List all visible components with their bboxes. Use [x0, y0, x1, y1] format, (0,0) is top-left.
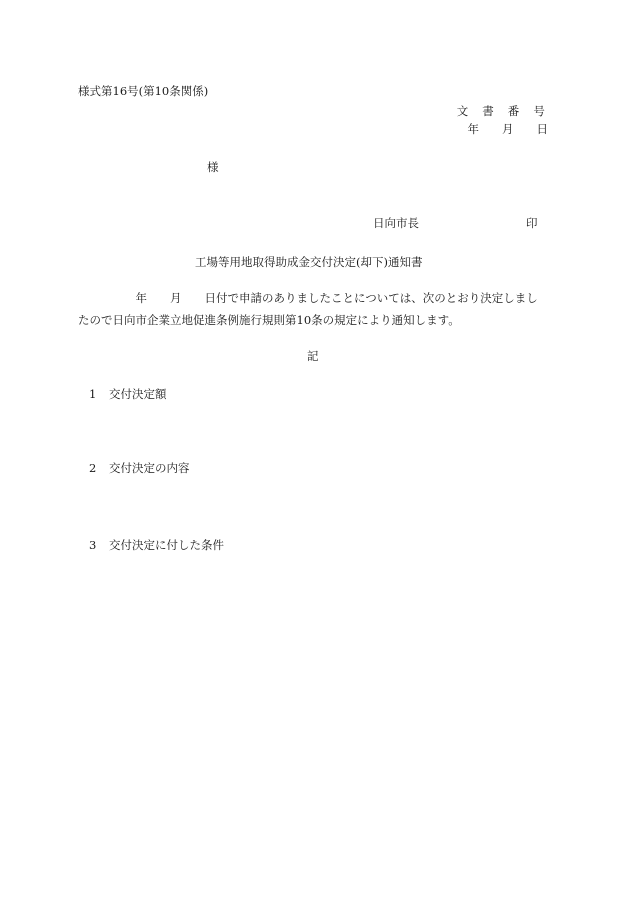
item-label: 交付決定の内容 [108, 461, 190, 475]
item-3 [89, 540, 224, 552]
body-line-2: たので日向市企業立地促進条例施行規則第10条の規定により通知します。 [78, 313, 460, 327]
item-1 [89, 389, 166, 401]
body-line-1: 年 月 日付で申請のありましたことについては、次のとおり決定しまし [78, 291, 538, 305]
ki-heading: 記 [307, 349, 319, 363]
form-label: 様式第16号(第10条関係) [78, 84, 209, 98]
item-2 [89, 463, 189, 475]
addressee-suffix: 様 [207, 160, 219, 174]
document-title: 工場等用地取得助成金交付決定(却下)通知書 [195, 255, 423, 269]
item-label: 交付決定に付した条件 [108, 538, 224, 552]
item-number: 2 [89, 461, 97, 475]
item-number: 3 [89, 538, 97, 552]
issuer-title: 日向市長 [373, 216, 419, 230]
item-label: 交付決定額 [108, 387, 167, 401]
document-number-label: 文 書 番 号 [456, 104, 550, 118]
item-number: 1 [89, 387, 97, 401]
seal-mark: 印 [526, 216, 538, 230]
date-label: 年 月 日 [467, 122, 548, 136]
